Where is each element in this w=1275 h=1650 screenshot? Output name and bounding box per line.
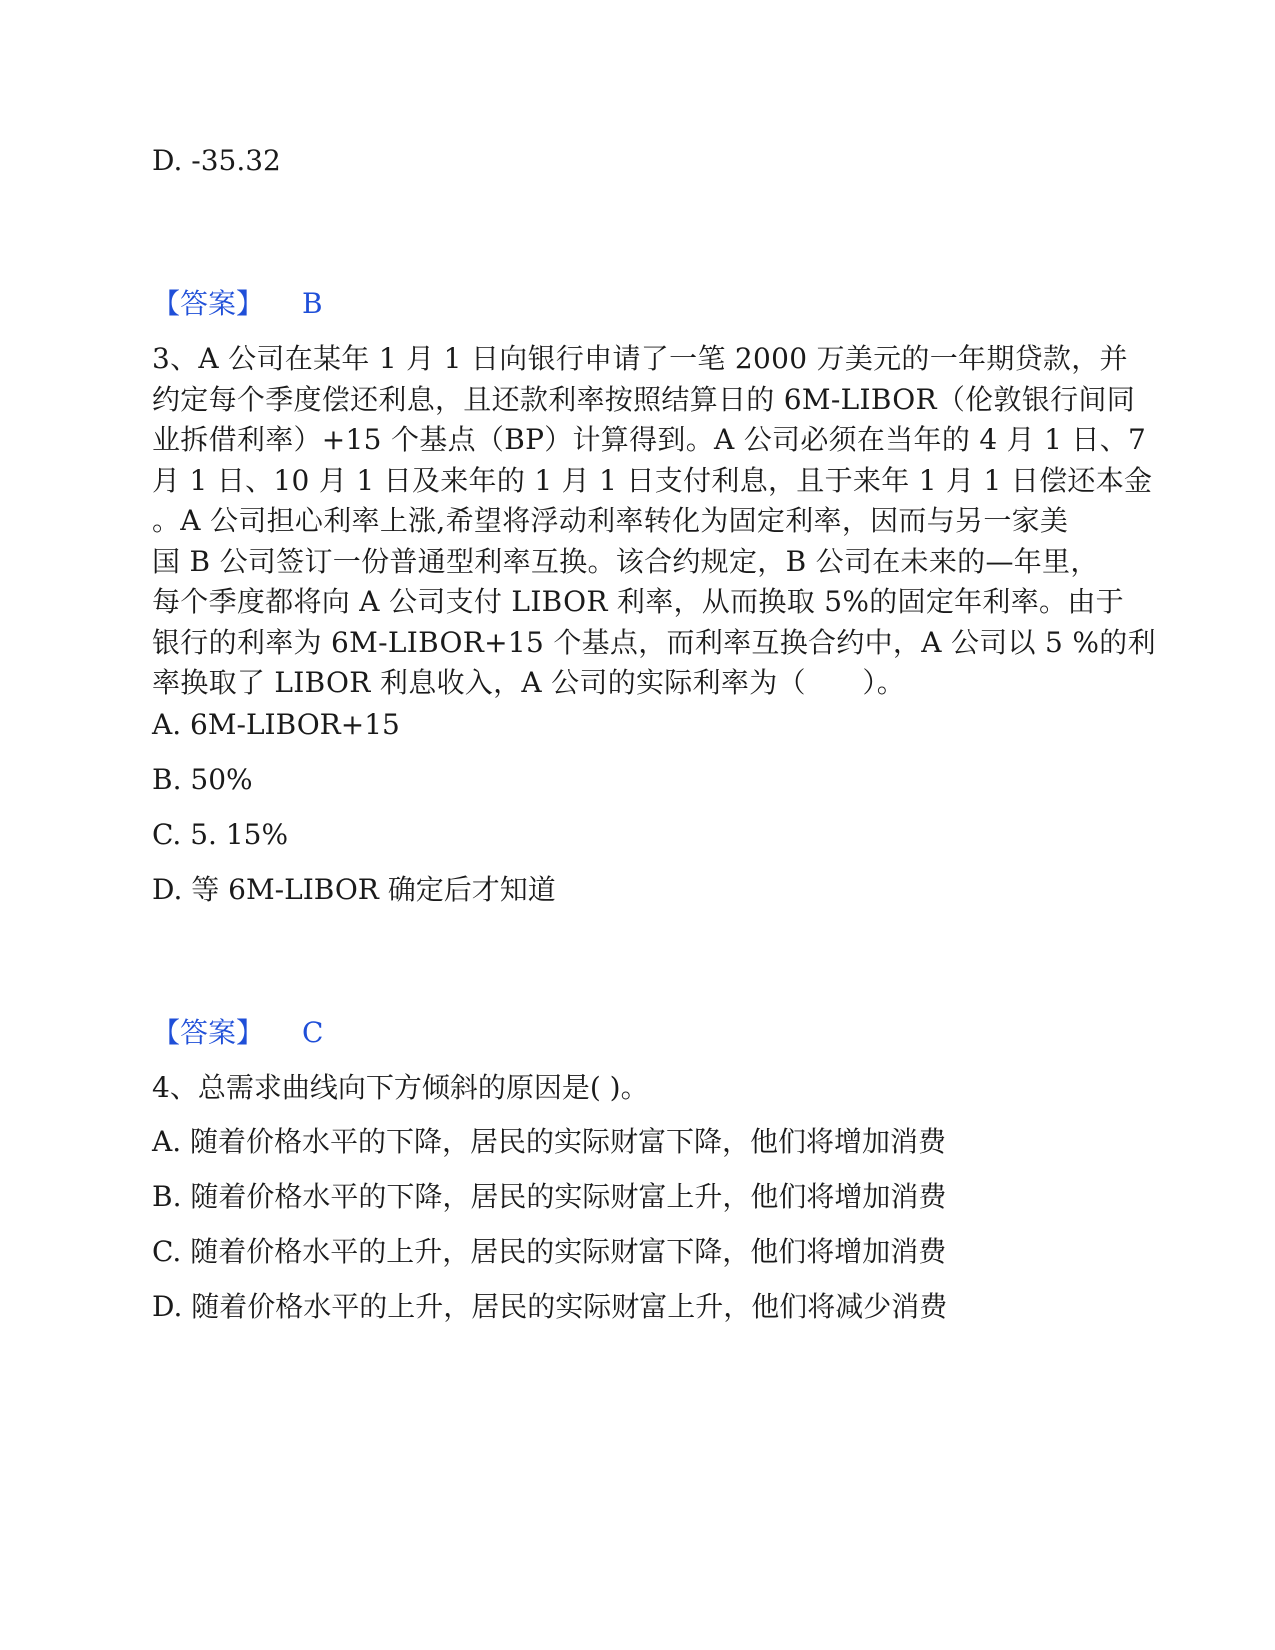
question-3-line: 国 B 公司签订一份普通型利率互换。该合约规定，B 公司在未来的—年里，: [152, 544, 1099, 578]
question-3-line: 率换取了 LIBOR 利息收入，A 公司的实际利率为（ ）。: [152, 666, 906, 699]
question-3-line: 每个季度都将向 A 公司支付 LIBOR 利率，从而换取 5%的固定年利率。由于: [152, 585, 1124, 618]
answer-3: [152, 1013, 323, 1053]
answer-value: C: [302, 1016, 324, 1049]
q4-option-c: C. 随着价格水平的上升，居民的实际财富下降，他们将增加消费: [152, 1235, 947, 1268]
q4-option-a: A. 随着价格水平的下降，居民的实际财富下降，他们将增加消费: [152, 1125, 947, 1158]
q2-option-d: D. -35.32: [152, 144, 281, 177]
q3-option-a: A. 6M-LIBOR+15: [152, 708, 400, 741]
question-3-line: 3、A 公司在某年 1 月 1 日向银行申请了一笔 2000 万美元的一年期贷款，并: [152, 342, 1128, 375]
question-3-line: 约定每个季度偿还利息，且还款利率按照结算日的 6M-LIBOR（伦敦银行间同: [152, 382, 1136, 416]
question-4: 4、总需求曲线向下方倾斜的原因是( )。: [152, 1071, 649, 1104]
q3-option-d: D. 等 6M-LIBOR 确定后才知道: [152, 873, 556, 906]
q3-option-c: C. 5. 15%: [152, 818, 289, 851]
question-3: [152, 339, 1156, 704]
answer-label: 【答案】: [152, 287, 265, 320]
answer-label: 【答案】: [152, 1016, 265, 1049]
q4-option-d: D. 随着价格水平的上升，居民的实际财富上升，他们将减少消费: [152, 1290, 948, 1323]
q3-option-b: B. 50%: [152, 763, 253, 796]
q4-option-b: B. 随着价格水平的下降，居民的实际财富上升，他们将增加消费: [152, 1180, 947, 1213]
question-3-line: 银行的利率为 6M-LIBOR+15 个基点，而利率互换合约中，A 公司以 5 %的利: [152, 625, 1156, 659]
question-3-line: 业拆借利率）+15 个基点（BP）计算得到。A 公司必须在当年的 4 月 1 日、7: [152, 423, 1147, 456]
question-3-line: 。A 公司担心利率上涨,希望将浮动利率转化为固定利率，因而与另一家美: [152, 504, 1069, 537]
answer-2: [152, 284, 323, 324]
answer-value: B: [302, 287, 323, 320]
question-3-line: 月 1 日、10 月 1 日及来年的 1 月 1 日支付利息，且于来年 1 月 1 日偿还本金: [152, 463, 1153, 497]
